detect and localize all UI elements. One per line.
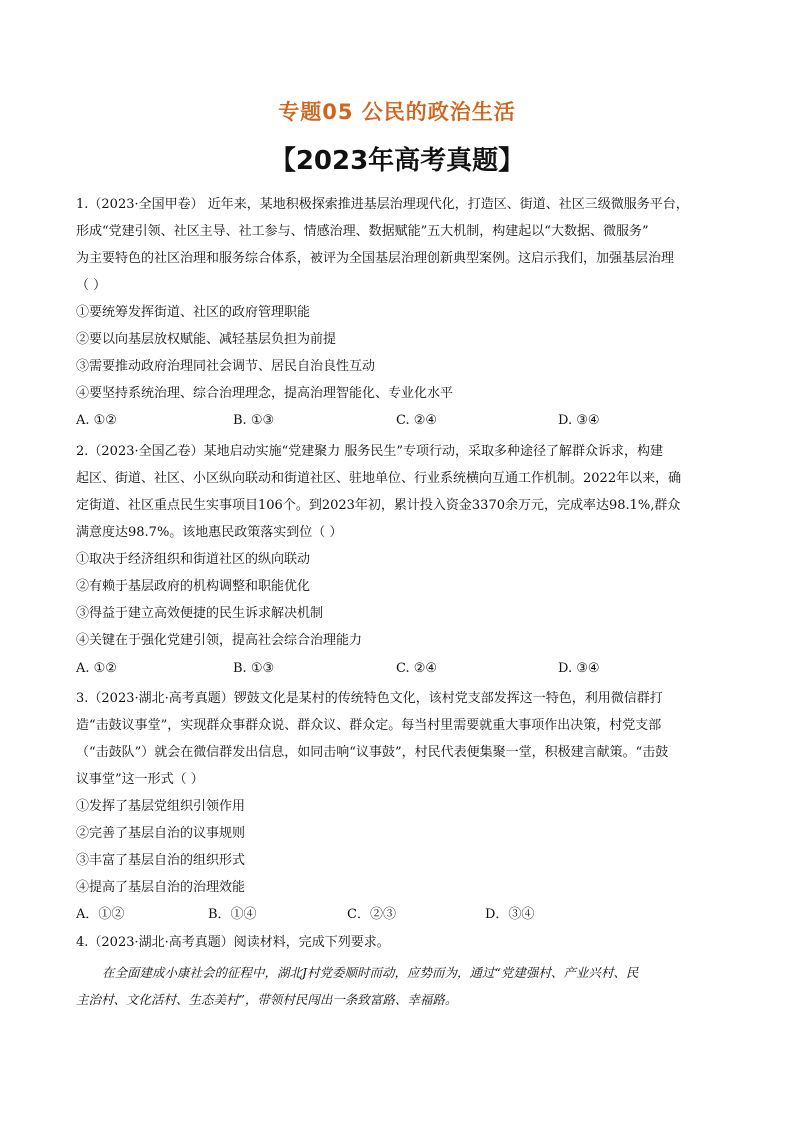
question-2-line-2: 起区、街道、社区、小区纵向联动和街道社区、驻地单位、行业系统横向互通工作机制。2022年以来，确 [76,471,682,486]
material-line-1: 在全面建成小康社会的征程中，湖北J村党委顺时而动，应势而为，通过“党建强村、产业兴村、民 [102,965,639,980]
statement: ③得益于建立高效便捷的民生诉求解决机制 [76,606,324,621]
question-3-options [76,906,721,924]
question-1-options [76,412,721,430]
option-c: C. ②④ [396,661,438,676]
question-2-line-4: 满意度达98.7%。该地惠民政策落实到位（ ） [76,525,343,540]
question-3-line-1: 3.（2023·湖北·高考真题）锣鼓文化是某村的传统特色文化，该村党支部发挥这一特色，利用微信群打 [76,691,663,706]
question-1-line-3: 为主要特色的社区治理和服务综合体系，被评为全国基层治理创新典型案例。这启示我们，加强基层治理 [76,251,675,266]
question-3-line-2: 造“击鼓议事堂”，实现群众事群众说、群众议、群众定。每当村里需要就重大事项作出决策，村党支部 [76,718,662,733]
topic-title: 专题05 公民的政治生活 [278,100,516,124]
option-d: D. ③④ [558,413,600,428]
statement: ④提高了基层自治的治理效能 [76,880,246,895]
section-heading: 【2023年高考真题】 [269,146,525,176]
option-a: A．①② [76,907,125,922]
question-1-line-2: 形成“党建引领、社区主导、社工参与、情感治理、数据赋能”五大机制，构建起以“大数据、微服务” [76,224,649,239]
question-4-line-1: 4.（2023·湖北·高考真题）阅读材料，完成下列要求。 [76,935,390,950]
statement: ①要统筹发挥街道、社区的政府管理职能 [76,305,311,320]
statement: ④要坚持系统治理、综合治理理念，提高治理智能化、专业化水平 [76,386,454,401]
question-3-line-4: 议事堂”这一形式（ ） [76,772,204,787]
option-d: D．③④ [485,907,535,922]
statement: ②有赖于基层政府的机构调整和职能优化 [76,579,311,594]
statement: ②完善了基层自治的议事规则 [76,826,246,841]
question-1-line-4: （ ） [76,278,107,293]
statement: ④关键在于强化党建引领，提高社会综合治理能力 [76,633,363,648]
question-2-line-1: 2.（2023·全国乙卷）某地启动实施“党建聚力 服务民生”专项行动，采取多种途径了解群众诉求，构建 [76,444,664,459]
option-c: C. ②④ [396,413,438,428]
question-3-line-3: （“击鼓队”）就会在微信群发出信息，如同击响“议事鼓”，村民代表便集聚一堂，积极建言献策。“击鼓 [76,745,669,760]
option-a: A. ①② [76,661,117,676]
statement: ③需要推动政府治理同社会调节、居民自治良性互动 [76,359,376,374]
question-2-line-3: 定街道、社区重点民生实事项目106个。到2023年初，累计投入资金3370余万元，完成率达98.1%,群众 [76,498,681,513]
question-1-line-1: 1.（2023·全国甲卷） 近年来，某地积极探索推进基层治理现代化，打造区、街道、社区三级微服务平台， [76,197,689,212]
statement: ①发挥了基层党组织引领作用 [76,799,246,814]
option-a: A. ①② [76,413,117,428]
question-2-options [76,660,721,678]
statement: ③丰富了基层自治的组织形式 [76,853,246,868]
option-b: B. ①③ [233,413,275,428]
option-b: B. ①③ [233,661,275,676]
option-d: D. ③④ [558,661,600,676]
material-line-2: 主治村、文化活村、生态美村”，带领村民闯出一条致富路、幸福路。 [76,992,458,1007]
option-c: C．②③ [347,907,396,922]
statement: ②要以向基层放权赋能、减轻基层负担为前提 [76,332,337,347]
statement: ①取决于经济组织和街道社区的纵向联动 [76,552,311,567]
option-b: B．①④ [208,907,257,922]
